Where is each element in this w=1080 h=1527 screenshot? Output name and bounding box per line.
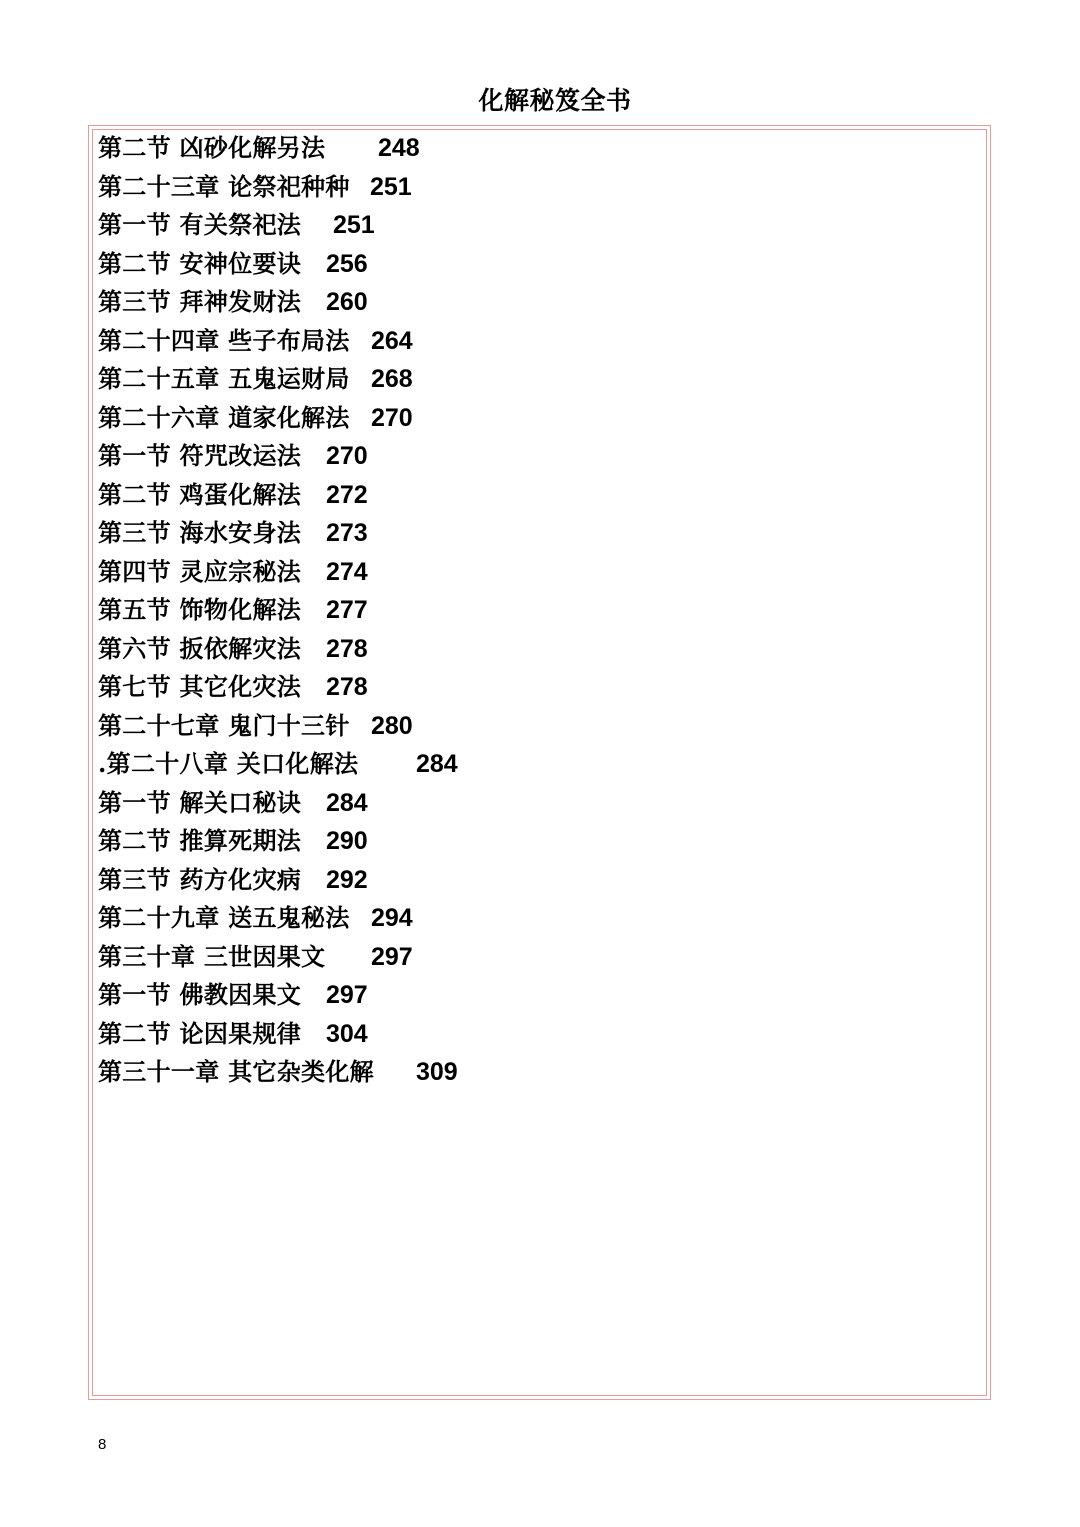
toc-entry-label: 第二十三章 论祭祀种种 xyxy=(98,171,350,201)
toc-entry-label: 第三节 拜神发财法 xyxy=(98,287,302,316)
toc-entry-label: 第二节 凶砂化解另法 xyxy=(98,133,326,162)
toc-entry-label: .第二十八章 关口化解法 xyxy=(98,749,359,778)
toc-entry-label: 第一节 符咒改运法 xyxy=(98,441,302,470)
toc-entry xyxy=(98,168,958,207)
toc-entry xyxy=(98,514,958,553)
toc-entry xyxy=(98,976,958,1015)
toc-entry-page: 256 xyxy=(326,249,368,278)
toc-entry-label: 第三十一章 其它杂类化解 xyxy=(98,1057,374,1086)
toc-entry-page: 284 xyxy=(416,750,458,778)
toc-entry xyxy=(98,707,958,746)
toc-entry-page: 273 xyxy=(326,519,368,547)
toc-entry-page: 251 xyxy=(333,211,375,239)
toc-entry-page: 278 xyxy=(326,634,368,663)
toc-entry-page: 297 xyxy=(371,942,413,971)
toc-entry-page: 297 xyxy=(326,981,368,1009)
toc-entry xyxy=(98,938,958,977)
toc-entry-label: 第二节 推算死期法 xyxy=(98,826,302,855)
toc-entry-page: 264 xyxy=(371,326,413,355)
toc-entry-page: 280 xyxy=(371,711,413,740)
toc-entry-page: 294 xyxy=(371,904,413,932)
toc-entry-page: 248 xyxy=(378,134,420,162)
toc-entry-label: 第一节 有关祭祀法 xyxy=(98,210,302,239)
toc-entry-page: 290 xyxy=(326,827,368,855)
toc-entry xyxy=(98,476,958,515)
toc-entry-label: 第一节 解关口秘诀 xyxy=(98,787,302,817)
toc-entry-page: 270 xyxy=(371,403,413,432)
toc-entry-label: 第二十六章 道家化解法 xyxy=(98,402,350,432)
toc-entry-page: 304 xyxy=(326,1019,368,1048)
toc-entry-page: 284 xyxy=(326,788,368,817)
toc-entry-label: 第二十七章 鬼门十三针 xyxy=(98,710,350,740)
toc-entry xyxy=(98,283,958,322)
toc-entry-page: 260 xyxy=(326,288,368,316)
toc-entry xyxy=(98,591,958,630)
toc-entry xyxy=(98,206,958,245)
toc-entry xyxy=(98,899,958,938)
toc-entry xyxy=(98,1053,958,1092)
toc-entry-label: 第七节 其它化灾法 xyxy=(98,672,302,701)
toc-entry xyxy=(98,1015,958,1054)
toc-entry-label: 第六节 扳依解灾法 xyxy=(98,633,302,663)
toc-entry xyxy=(98,360,958,399)
toc-entry xyxy=(98,630,958,669)
toc-entry-page: 309 xyxy=(416,1058,458,1086)
toc-entry-label: 第五节 饰物化解法 xyxy=(98,595,302,624)
toc-entry-label: 第二十四章 些子布局法 xyxy=(98,325,350,355)
toc-entry-page: 278 xyxy=(326,673,368,701)
toc-entry-page: 268 xyxy=(371,365,413,393)
toc-entry xyxy=(98,322,958,361)
toc-entry xyxy=(98,822,958,861)
toc-entry-page: 272 xyxy=(326,480,368,509)
toc-entry xyxy=(98,245,958,284)
toc-entry xyxy=(98,129,958,168)
toc-entry-label: 第三十章 三世因果文 xyxy=(98,941,326,971)
toc-entry-page: 270 xyxy=(326,442,368,470)
toc-entry xyxy=(98,861,958,900)
toc-entry-label: 第三节 海水安身法 xyxy=(98,518,302,547)
page-number: 8 xyxy=(98,1436,107,1453)
toc-entry xyxy=(98,437,958,476)
toc-entry-label: 第二十九章 送五鬼秘法 xyxy=(98,903,350,932)
toc-entry-page: 292 xyxy=(326,865,368,894)
toc-entry xyxy=(98,668,958,707)
toc-entry xyxy=(98,745,958,784)
table-of-contents xyxy=(98,129,958,1092)
toc-entry xyxy=(98,553,958,592)
toc-entry-label: 第二节 论因果规律 xyxy=(98,1018,302,1048)
toc-entry-label: 第二节 安神位要诀 xyxy=(98,248,302,278)
toc-entry-page: 274 xyxy=(326,557,368,586)
toc-entry-label: 第三节 药方化灾病 xyxy=(98,864,302,894)
toc-entry xyxy=(98,784,958,823)
toc-entry-page: 251 xyxy=(370,172,412,201)
toc-entry-label: 第四节 灵应宗秘法 xyxy=(98,556,302,586)
toc-entry-page: 277 xyxy=(326,596,368,624)
toc-entry xyxy=(98,399,958,438)
toc-entry-label: 第二节 鸡蛋化解法 xyxy=(98,479,302,509)
toc-entry-label: 第二十五章 五鬼运财局 xyxy=(98,364,350,393)
toc-entry-label: 第一节 佛教因果文 xyxy=(98,980,302,1009)
page-title: 化解秘笈全书 xyxy=(478,86,632,115)
